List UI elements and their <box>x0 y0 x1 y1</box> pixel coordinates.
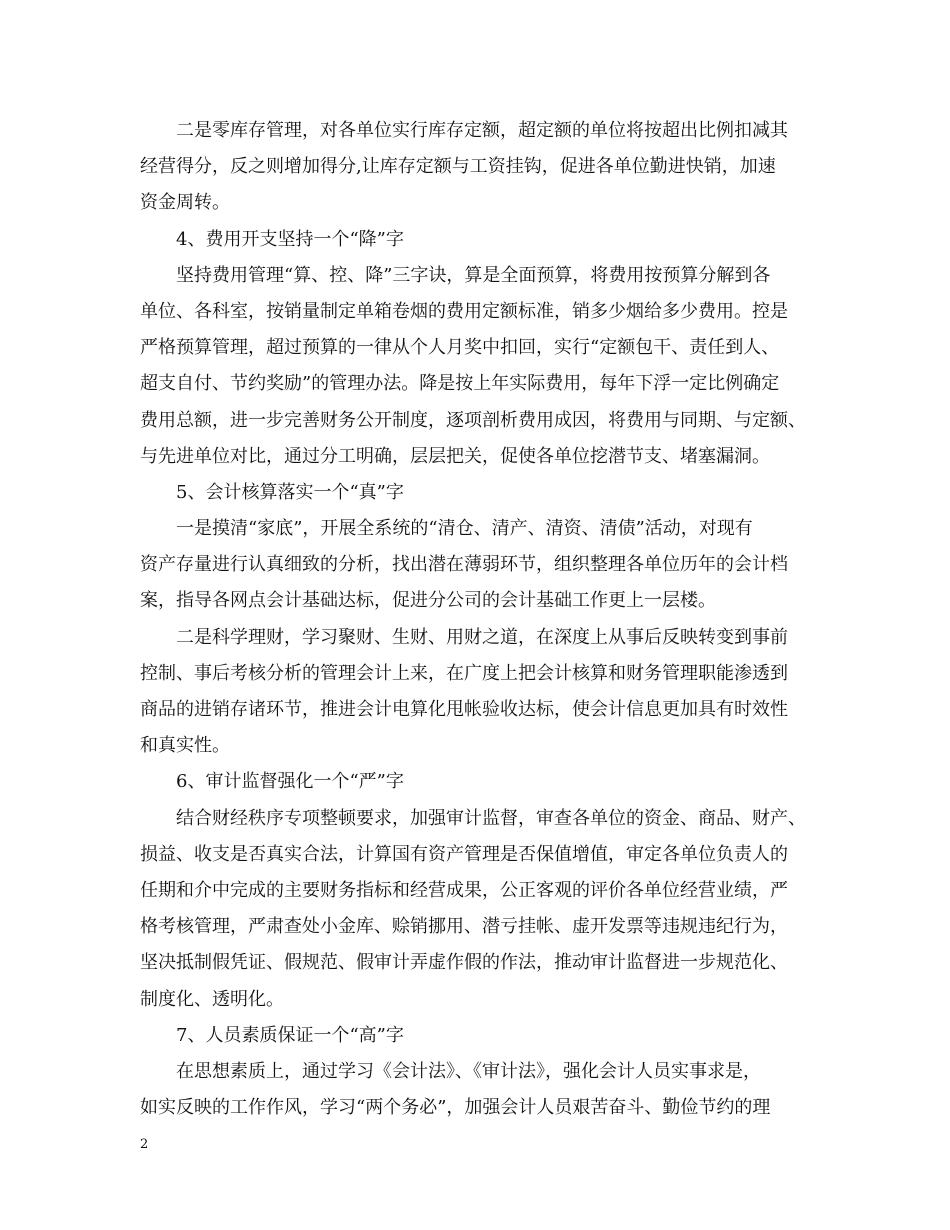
text-line: 超支自付、节约奖励”的管理办法。降是按上年实际费用，每年下浮一定比例确定 <box>140 373 780 395</box>
text-line: 资金周转。 <box>140 192 230 214</box>
text-line: 资产存量进行认真细致的分析，找出潜在薄弱环节，组织整理各单位历年的会计档 <box>140 554 788 576</box>
text-line: 制度化、透明化。 <box>140 988 284 1010</box>
text-line: 4、费用开支坚持一个“降”字 <box>176 228 404 250</box>
page-number: 2 <box>140 1137 149 1152</box>
text-line: 5、会计核算落实一个“真”字 <box>176 481 404 503</box>
text-line: 二是零库存管理，对各单位实行库存定额，超定额的单位将按超出比例扣减其 <box>176 120 788 141</box>
text-line: 如实反映的工作作风，学习“两个务必”，加强会计人员艰苦奋斗、勤俭节约的理 <box>140 1097 771 1119</box>
text-line: 与先进单位对比，通过分工明确，层层把关，促使各单位挖潜节支、堵塞漏洞。 <box>140 445 770 467</box>
text-line: 任期和介中完成的主要财务指标和经营成果，公正客观的评价各单位经营业绩，严 <box>140 879 788 901</box>
text-line: 单位、各科室，按销量制定单箱卷烟的费用定额标准，销多少烟给多少费用。控是 <box>140 300 788 322</box>
text-line: 费用总额，进一步完善财务公开制度，逐项剖析费用成因，将费用与同期、与定额、 <box>140 409 806 431</box>
text-line: 在思想素质上，通过学习《会计法》、《审计法》，强化会计人员实事求是， <box>176 1060 761 1082</box>
text-line: 结合财经秩序专项整顿要求，加强审计监督，审查各单位的资金、商品、财产、 <box>176 807 806 829</box>
text-line: 损益、收支是否真实合法，计算国有资产管理是否保值增值，审定各单位负责人的 <box>140 843 788 865</box>
text-line: 7、人员素质保证一个“高”字 <box>176 1024 404 1046</box>
text-line: 经营得分，反之则增加得分,让库存定额与工资挂钩，促进各单位勤进快销，加速 <box>140 156 776 178</box>
document-body <box>140 113 820 1126</box>
text-line: 控制、事后考核分析的管理会计上来，在广度上把会计核算和财务管理职能渗透到 <box>140 662 788 684</box>
text-line: 一是摸清“家底”，开展全系统的“清仓、清产、清资、清债”活动，对现有 <box>176 518 753 540</box>
text-line: 商品的进销存诸环节，推进会计电算化甩帐验收达标，使会计信息更加具有时效性 <box>140 699 788 720</box>
text-line: 案，指导各网点会计基础达标，促进分公司的会计基础工作更上一层楼。 <box>140 590 716 612</box>
text-line: 坚决抵制假凭证、假规范、假审计弄虚作假的作法，推动审计监督进一步规范化、 <box>140 952 788 974</box>
text-line: 二是科学理财，学习聚财、生财、用财之道，在深度上从事后反映转变到事前 <box>176 626 788 648</box>
text-line: 严格预算管理，超过预算的一律从个人月奖中扣回，实行“定额包干、责任到人、 <box>140 337 780 359</box>
text-line: 格考核管理，严肃查处小金库、赊销挪用、潜亏挂帐、虚开发票等违规违纪行为， <box>140 916 788 938</box>
text-line: 和真实性。 <box>140 735 230 757</box>
text-line: 坚持费用管理“算、控、降”三字诀，算是全面预算，将费用按预算分解到各 <box>176 264 771 286</box>
text-line: 6、审计监督强化一个“严”字 <box>176 771 404 793</box>
